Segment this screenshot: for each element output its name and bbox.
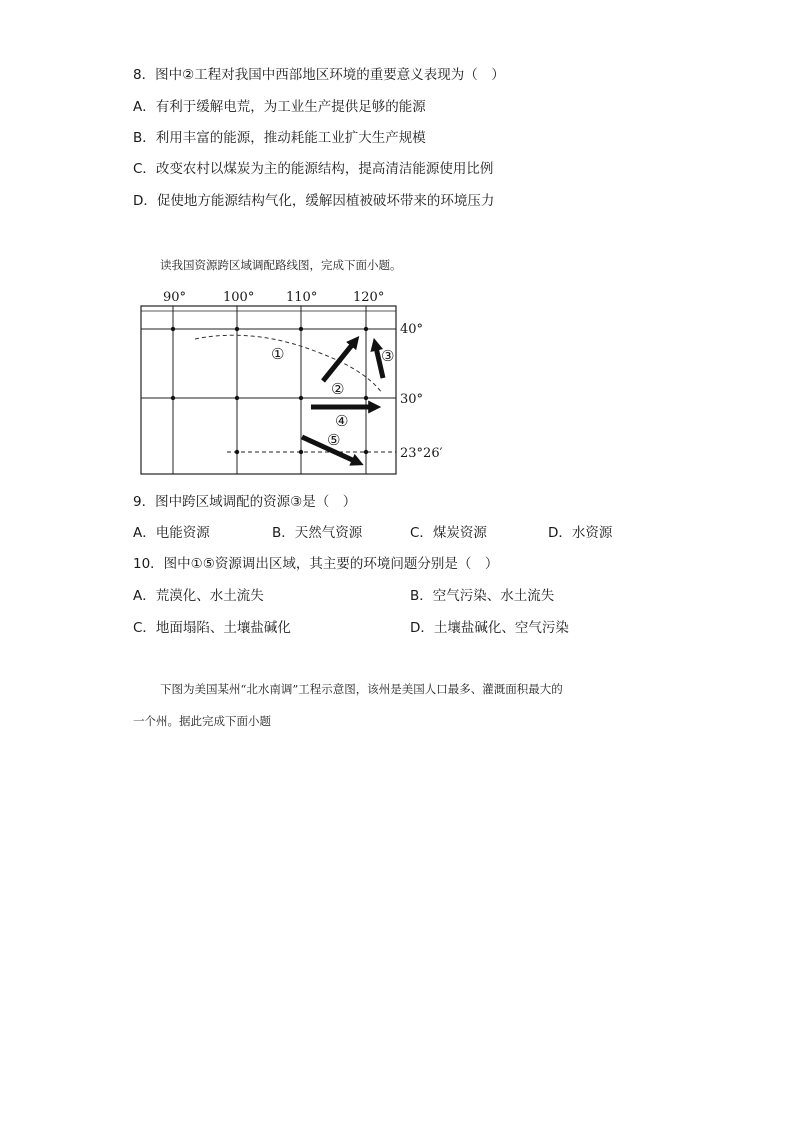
- q8-option-d: D．促使地方能源结构气化，缓解因植被破坏带来的环境压力: [133, 193, 495, 209]
- q10-option-a: A．荒漠化、水土流失: [133, 588, 264, 604]
- q10-option-c: C．地面塌陷、土壤盐碱化: [133, 620, 291, 636]
- resource-route-map: [135, 285, 465, 480]
- route-label-1: ①: [271, 345, 285, 363]
- q9-option-b: B．天然气资源: [272, 525, 363, 541]
- route-2-arrow: [323, 340, 356, 381]
- q9-stem: 9．图中跨区域调配的资源③是（ ）: [133, 494, 357, 510]
- q8-stem: 8．图中②工程对我国中西部地区环境的重要意义表现为（ ）: [133, 67, 505, 83]
- q10-stem: 10．图中①⑤资源调出区域，其主要的环境问题分别是（ ）: [133, 556, 499, 572]
- q8-option-c: C．改变农村以煤炭为主的能源结构，提高清洁能源使用比例: [133, 161, 494, 177]
- map-intro: 读我国资源跨区域调配路线图，完成下面小题。: [160, 258, 402, 272]
- lon-label-120: 120°: [353, 290, 385, 305]
- lat-label-40: 40°: [400, 322, 424, 337]
- route-label-4: ④: [335, 412, 349, 430]
- map-frame: [141, 306, 396, 474]
- q9-option-d: D．水资源: [548, 525, 613, 541]
- passage-line-1: 下图为美国某州“北水南调”工程示意图，该州是美国人口最多、灌溉面积最大的: [160, 682, 563, 696]
- q9-option-c: C．煤炭资源: [410, 525, 487, 541]
- lat-label-tropic: 23°26′: [400, 446, 443, 461]
- route-label-3: ③: [381, 347, 395, 365]
- q8-option-b: B．利用丰富的能源，推动耗能工业扩大生产规模: [133, 130, 426, 146]
- q9-option-a: A．电能资源: [133, 525, 210, 541]
- q10-option-b: B．空气污染、水土流失: [410, 588, 555, 604]
- lon-label-100: 100°: [223, 290, 255, 305]
- q8-option-a: A．有利于缓解电荒，为工业生产提供足够的能源: [133, 99, 426, 115]
- q10-option-d: D．土壤盐碱化、空气污染: [410, 620, 569, 636]
- route-label-5: ⑤: [327, 431, 341, 449]
- passage-line-2: 一个州。据此完成下面小题: [133, 714, 271, 728]
- lon-label-90: 90°: [163, 290, 187, 305]
- route-label-2: ②: [331, 380, 345, 398]
- lat-label-30: 30°: [400, 392, 424, 407]
- lon-label-110: 110°: [286, 290, 318, 305]
